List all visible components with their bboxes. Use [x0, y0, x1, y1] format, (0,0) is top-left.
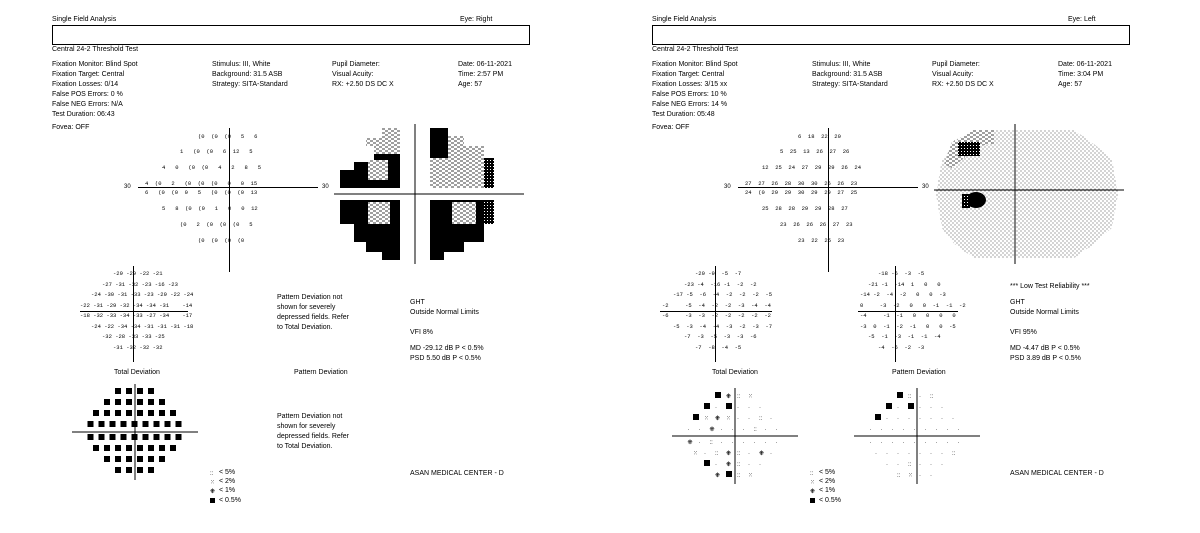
prob-symbol-normal: ·: [770, 451, 772, 457]
legend-5-icon: ::: [210, 471, 214, 477]
prob-symbol-0.5: [115, 467, 121, 473]
prob-symbol-normal: ·: [775, 427, 778, 433]
prob-symbol-normal: ·: [919, 394, 921, 400]
prob-symbol-1: ⁜: [715, 473, 721, 479]
prob-symbol-0.5: [115, 399, 121, 405]
prob-symbol-normal: ·: [880, 440, 883, 446]
prob-symbol-normal: ·: [748, 416, 750, 422]
prob-symbol-2: ⁙: [693, 451, 699, 457]
center-name: ASAN MEDICAL CENTER - D: [1010, 470, 1104, 477]
legend-1-icon: ⁜: [210, 489, 216, 495]
prob-symbol-5: ::: [737, 394, 741, 400]
prob-symbol-0.5: [137, 445, 143, 451]
total-deviation-probability-plot: [672, 388, 798, 484]
psd-value: PSD 5.50 dB P < 0.5%: [410, 355, 481, 362]
fovea-label: Fovea: OFF: [652, 124, 690, 131]
eye-label: Eye: Left: [1068, 16, 1096, 23]
prob-symbol-normal: ·: [737, 405, 739, 411]
legend-2-icon: ⁙: [210, 480, 216, 486]
prob-symbol-0.5: [126, 399, 132, 405]
total-deviation-probability-plot: [72, 384, 198, 480]
prob-symbol-normal: ·: [880, 427, 883, 433]
prob-symbol-5: ::: [737, 462, 741, 468]
prob-symbol-normal: ·: [886, 451, 888, 457]
prob-symbol-0.5: [99, 421, 105, 427]
prob-symbol-normal: ·: [919, 405, 921, 411]
prob-symbol-0.5: [137, 456, 143, 462]
prob-symbol-0.5: [104, 410, 110, 416]
prob-symbol-0.5: [126, 456, 132, 462]
axis-label-left: 30: [124, 184, 131, 190]
prob-symbol-0.5: [726, 471, 732, 477]
axis-label-right: 30: [322, 184, 329, 190]
prob-symbol-normal: ·: [731, 440, 734, 446]
prob-symbol-normal: ·: [897, 405, 899, 411]
eye-label: Eye: Right: [460, 16, 493, 23]
prob-symbol-0.5: [148, 410, 154, 416]
prob-symbol-0.5: [165, 421, 171, 427]
prob-symbol-0.5: [170, 445, 176, 451]
prob-symbol-normal: ·: [902, 440, 905, 446]
prob-symbol-normal: ·: [913, 440, 916, 446]
grayscale-map: [934, 124, 1124, 264]
report-right-eye: Single Field Analysis Eye: Right Central 24-2 Threshold Test Fixation Monitor: Blind Spot Fixation Target: Central Fixation Losses: 0/14 False POS Errors: 0 % False NEG Errors: N/A Test Duration: 06:43 Stimulus: III, White Background: 31.5 ASB Strategy: SITA-Standard Pupil Diameter: Visual Acuity: RX: +2.50 DS DC X Date: 06-11-2021 Time: 2:57 PM Age: 57 Fovea: OFF 30 30 (0 (0 (0 5 6 1 (0 (0 6 12 5 4 0 (0 (0 4 2 8 5 4 (0 2 (0 (0 (0 0 0 15 6 (0 (0 0 5 (0 (0 (0 13 5 8 (0 (0 1 0 0 12 (0 2 (0 (0 (0 5 (0 (0 (0 (0 -29 -29 -22 -21 -27 -31 -32 -23 -16 -23 -24 -30 -31 -33 -23 -29 -22 -24 -22 -31 -29 -32 -34 -34 -31 -14 -18 -32 -33 -34 -33 -27 -34 -17 -24 -22 -34 -34 -31 -31 -31 -18 -32 -28 -33 -33 -25 -31 -32 -32 -32 Pattern Deviation not shown for severely depressed fields. Refer to Total Deviation. GHT Outside Normal Limits VFI 8% MD -29.12 dB P < 0.5% PSD 5.50 dB P < 0.5% Total Deviation Pattern Deviation Pattern Deviation not shown for severely depressed fields. Refer to Total Deviation. :: ⁙ ⁜ < 5% < 2% < 1% < 0.5% ASAN MEDICAL CENTER - D: [0, 0, 600, 533]
prob-symbol-0.5: [886, 403, 892, 409]
prob-symbol-0.5: [693, 414, 699, 420]
prob-symbol-normal: ·: [930, 451, 932, 457]
test-name: Central 24-2 Threshold Test: [652, 46, 739, 53]
prob-symbol-normal: ·: [759, 405, 761, 411]
prob-symbol-normal: ·: [930, 473, 932, 479]
prob-symbol-normal: ·: [952, 416, 954, 422]
prob-symbol-0.5: [159, 399, 165, 405]
prob-symbol-normal: ·: [919, 416, 921, 422]
ght-label: GHT: [1010, 299, 1025, 306]
test-name: Central 24-2 Threshold Test: [52, 46, 139, 53]
pattern-deviation-title: Pattern Deviation: [294, 369, 348, 376]
prob-symbol-0.5: [159, 456, 165, 462]
prob-symbol-0.5: [115, 445, 121, 451]
prob-symbol-0.5: [104, 456, 110, 462]
patient-info-box: [652, 25, 1130, 45]
prob-symbol-5: ::: [952, 451, 956, 457]
section-divider-vertical: [229, 262, 230, 272]
prob-symbol-0.5: [110, 434, 116, 440]
prob-symbol-normal: ·: [913, 427, 916, 433]
prob-symbol-0.5: [99, 434, 105, 440]
prob-symbol-0.5: [704, 460, 710, 466]
prob-symbol-normal: ·: [764, 440, 767, 446]
prob-symbol-0.5: [121, 434, 127, 440]
total-deviation-title: Total Deviation: [712, 369, 758, 376]
prob-symbol-0.5: [104, 399, 110, 405]
center-name: ASAN MEDICAL CENTER - D: [410, 470, 504, 477]
prob-symbol-1: ⁜: [715, 416, 721, 422]
prob-symbol-2: ⁙: [908, 473, 914, 479]
ght-value: Outside Normal Limits: [410, 309, 479, 316]
report-left-eye: Single Field Analysis Eye: Left Central 24-2 Threshold Test Fixation Monitor: Blind Spot Fixation Target: Central Fixation Losses: 3/15 xx False POS Errors: 10 % False NEG Errors: 14 % Test Duration: 05:48 Stimulus: III, White Background: 31.5 ASB Strategy: SITA-Standard Pupil Diameter: Visual Acuity: RX: +2.50 DS DC X Date: 06-11-2021 Time: 3:04 PM Age: 57 Fovea: OFF 30 30 6 18 22 20 5 25 13 26 27 26 12 25 24 27 29 29 26 24 27 27 26 28 30 30 26 26 23 24 (0 29 29 30 29 29 27 25 25 28 28 29 29 28 27 23 26 26 26 27 23 23 22 25 23 -20 -9 -5 -7 -23 -4 -16 -1 -2 -2 -17 -5 -6 -4 -2 -2 -2 -5 -2 -5 -4 -2 -2 -3 -4 -4 -6 -3 -3 -2 -2 -2 -2 -2 -5 -3 -4 -4 -3 -2 -3 -7 -7 -3 -5 -3 -3 -6 -7 -8 -4 -5 -18 -6 -3 -5 -21 -1 -14 1 0 0 -14 -2 -4 -2 0 0 -3 0 -3 -2 0 0 -1 -1 -2 -4 -1 -1 0 0 0 0 -3 0 -1 -2 -1 0 0 -5 -5 -1 -3 -1 -1 -4 -4 -6 -2 -3 *** Low Test Reliability *** GHT Outside Normal Limits VFI 95% MD -4.47 dB P < 0.5% PSD 3.89 dB P < 0.5% Total Deviation Pattern Deviation ⁜ :: ⁙ · · · · ⁙ ⁜ ⁙ · · :: · · · ⁜ · · · :: · · ⁜ · :: · · · · · · ⁙ · :: ⁜ :: · ⁜ · · ⁜ :: · · ⁜ :: ⁙ :: · :: · · · · · · · · · · · · · · · · · · · · · · · · · · · · · · · · · · · · :: · · :: · · · :: ⁙ · · :: ⁙ ⁜ < 5% < 2% < 1% < 0.5% ASAN MEDICAL CENTER - D: [600, 0, 1200, 533]
prob-symbol-1: ⁜: [759, 451, 765, 457]
prob-symbol-normal: ·: [748, 462, 750, 468]
prob-symbol-normal: ·: [897, 451, 899, 457]
prob-symbol-normal: ·: [930, 405, 932, 411]
prob-symbol-normal: ·: [941, 462, 943, 468]
prob-symbol-normal: ·: [930, 416, 932, 422]
prob-symbol-0.5: [115, 410, 121, 416]
prob-symbol-0.5: [137, 399, 143, 405]
patient-info-box: [52, 25, 530, 45]
prob-symbol-0.5: [148, 388, 154, 394]
prob-symbol-0.5: [875, 414, 881, 420]
prob-symbol-0.5: [104, 445, 110, 451]
grayscale-map: [334, 124, 524, 264]
prob-symbol-0.5: [126, 467, 132, 473]
prob-symbol-0.5: [148, 445, 154, 451]
prob-symbol-normal: ·: [924, 440, 927, 446]
prob-symbol-normal: ·: [737, 416, 739, 422]
prob-symbol-normal: ·: [720, 440, 723, 446]
prob-symbol-normal: ·: [902, 427, 905, 433]
prob-symbol-normal: ·: [704, 451, 706, 457]
prob-symbol-5: ::: [737, 473, 741, 479]
fovea-label: Fovea: OFF: [52, 124, 90, 131]
prob-symbol-0.5: [170, 410, 176, 416]
prob-symbol-normal: ·: [869, 427, 872, 433]
prob-symbol-normal: ·: [759, 462, 761, 468]
prob-symbol-normal: ·: [957, 440, 960, 446]
prob-symbol-normal: ·: [941, 416, 943, 422]
prob-symbol-normal: ·: [919, 462, 921, 468]
ght-value: Outside Normal Limits: [1010, 309, 1079, 316]
legend-05-icon: [810, 498, 815, 503]
prob-symbol-normal: ·: [897, 462, 899, 468]
total-deviation-title: Total Deviation: [114, 369, 160, 376]
axis-label-right: 30: [922, 184, 929, 190]
prob-symbol-5: ::: [737, 451, 741, 457]
pattern-deviation-probability-plot: [854, 388, 980, 484]
reliability-warning: *** Low Test Reliability ***: [1010, 283, 1090, 290]
gray-ul-hatch: [366, 128, 400, 154]
prob-symbol-0.5: [715, 392, 721, 398]
prob-symbol-5: ::: [753, 427, 757, 433]
legend-2-icon: ⁙: [810, 480, 816, 486]
prob-symbol-0.5: [148, 467, 154, 473]
prob-symbol-0.5: [176, 421, 182, 427]
prob-symbol-1: ⁜: [726, 451, 732, 457]
prob-symbol-2: ⁙: [704, 416, 710, 422]
prob-symbol-5: ::: [897, 473, 901, 479]
prob-symbol-5: ::: [908, 462, 912, 468]
prob-symbol-normal: ·: [941, 405, 943, 411]
prob-symbol-0.5: [93, 445, 99, 451]
prob-symbol-5: ::: [709, 440, 713, 446]
prob-symbol-5: ::: [908, 394, 912, 400]
prob-symbol-0.5: [704, 403, 710, 409]
prob-symbol-normal: ·: [891, 440, 894, 446]
prob-symbol-normal: ·: [908, 451, 910, 457]
prob-symbol-0.5: [143, 421, 149, 427]
prob-symbol-0.5: [726, 403, 732, 409]
prob-symbol-normal: ·: [886, 416, 888, 422]
vfi-value: VFI 95%: [1010, 329, 1037, 336]
prob-symbol-normal: ·: [946, 427, 949, 433]
prob-symbol-0.5: [137, 467, 143, 473]
prob-symbol-0.5: [154, 434, 160, 440]
axis-label-left: 30: [724, 184, 731, 190]
prob-symbol-0.5: [148, 399, 154, 405]
prob-symbol-normal: ·: [731, 427, 734, 433]
psd-value: PSD 3.89 dB P < 0.5%: [1010, 355, 1081, 362]
section-divider-vertical: [828, 262, 829, 272]
prob-symbol-0.5: [165, 434, 171, 440]
prob-symbol-normal: ·: [941, 451, 943, 457]
prob-symbol-0.5: [121, 421, 127, 427]
prob-symbol-0.5: [88, 421, 94, 427]
prob-symbol-normal: ·: [935, 440, 938, 446]
prob-symbol-0.5: [159, 410, 165, 416]
prob-symbol-0.5: [126, 445, 132, 451]
prob-symbol-normal: ·: [957, 427, 960, 433]
report-title: Single Field Analysis: [652, 16, 717, 23]
prob-symbol-0.5: [110, 421, 116, 427]
prob-symbol-0.5: [159, 445, 165, 451]
md-value: MD -4.47 dB P < 0.5%: [1010, 345, 1080, 352]
vfi-value: VFI 8%: [410, 329, 433, 336]
prob-symbol-0.5: [88, 434, 94, 440]
prob-symbol-0.5: [154, 421, 160, 427]
prob-symbol-0.5: [137, 410, 143, 416]
prob-symbol-2: ⁙: [726, 416, 732, 422]
legend-05-icon: [210, 498, 215, 503]
prob-symbol-5: ::: [930, 394, 934, 400]
prob-symbol-normal: ·: [742, 427, 745, 433]
prob-symbol-normal: ·: [891, 427, 894, 433]
prob-symbol-normal: ·: [715, 462, 717, 468]
prob-symbol-2: ⁙: [748, 473, 754, 479]
prob-symbol-normal: ·: [715, 405, 717, 411]
prob-symbol-normal: ·: [764, 427, 767, 433]
prob-symbol-1: ⁜: [687, 440, 693, 446]
prob-symbol-normal: ·: [770, 416, 772, 422]
prob-symbol-normal: ·: [875, 451, 877, 457]
legend-1-icon: ⁜: [810, 489, 816, 495]
prob-symbol-0.5: [897, 392, 903, 398]
prob-symbol-0.5: [115, 456, 121, 462]
prob-symbol-normal: ·: [935, 427, 938, 433]
prob-symbol-2: ⁙: [748, 394, 754, 400]
prob-symbol-normal: ·: [775, 440, 778, 446]
prob-symbol-normal: ·: [930, 462, 932, 468]
prob-symbol-0.5: [143, 434, 149, 440]
prob-symbol-normal: ·: [720, 427, 723, 433]
prob-symbol-0.5: [126, 388, 132, 394]
legend-5-icon: ::: [810, 471, 814, 477]
prob-symbol-normal: ·: [869, 440, 872, 446]
prob-symbol-normal: ·: [742, 440, 745, 446]
prob-symbol-0.5: [93, 410, 99, 416]
prob-symbol-0.5: [908, 403, 914, 409]
prob-symbol-0.5: [115, 388, 121, 394]
prob-symbol-normal: ·: [919, 473, 921, 479]
prob-symbol-5: ::: [759, 416, 763, 422]
prob-symbol-normal: ·: [886, 462, 888, 468]
prob-symbol-normal: ·: [946, 440, 949, 446]
prob-symbol-normal: ·: [748, 451, 750, 457]
prob-symbol-normal: ·: [908, 416, 910, 422]
pattern-deviation-title: Pattern Deviation: [892, 369, 946, 376]
prob-symbol-normal: ·: [897, 416, 899, 422]
prob-symbol-0.5: [126, 410, 132, 416]
prob-symbol-1: ⁜: [726, 394, 732, 400]
prob-symbol-0.5: [137, 388, 143, 394]
ght-label: GHT: [410, 299, 425, 306]
prob-symbol-normal: ·: [698, 440, 701, 446]
prob-symbol-normal: ·: [748, 405, 750, 411]
prob-symbol-normal: ·: [687, 427, 690, 433]
prob-symbol-normal: ·: [919, 451, 921, 457]
prob-symbol-0.5: [148, 456, 154, 462]
prob-symbol-normal: ·: [698, 427, 701, 433]
prob-symbol-normal: ·: [753, 440, 756, 446]
prob-symbol-1: ⁜: [709, 427, 715, 433]
prob-symbol-normal: ·: [924, 427, 927, 433]
md-value: MD -29.12 dB P < 0.5%: [410, 345, 484, 352]
prob-symbol-1: ⁜: [726, 462, 732, 468]
prob-symbol-0.5: [176, 434, 182, 440]
report-title: Single Field Analysis: [52, 16, 117, 23]
prob-symbol-5: ::: [715, 451, 719, 457]
